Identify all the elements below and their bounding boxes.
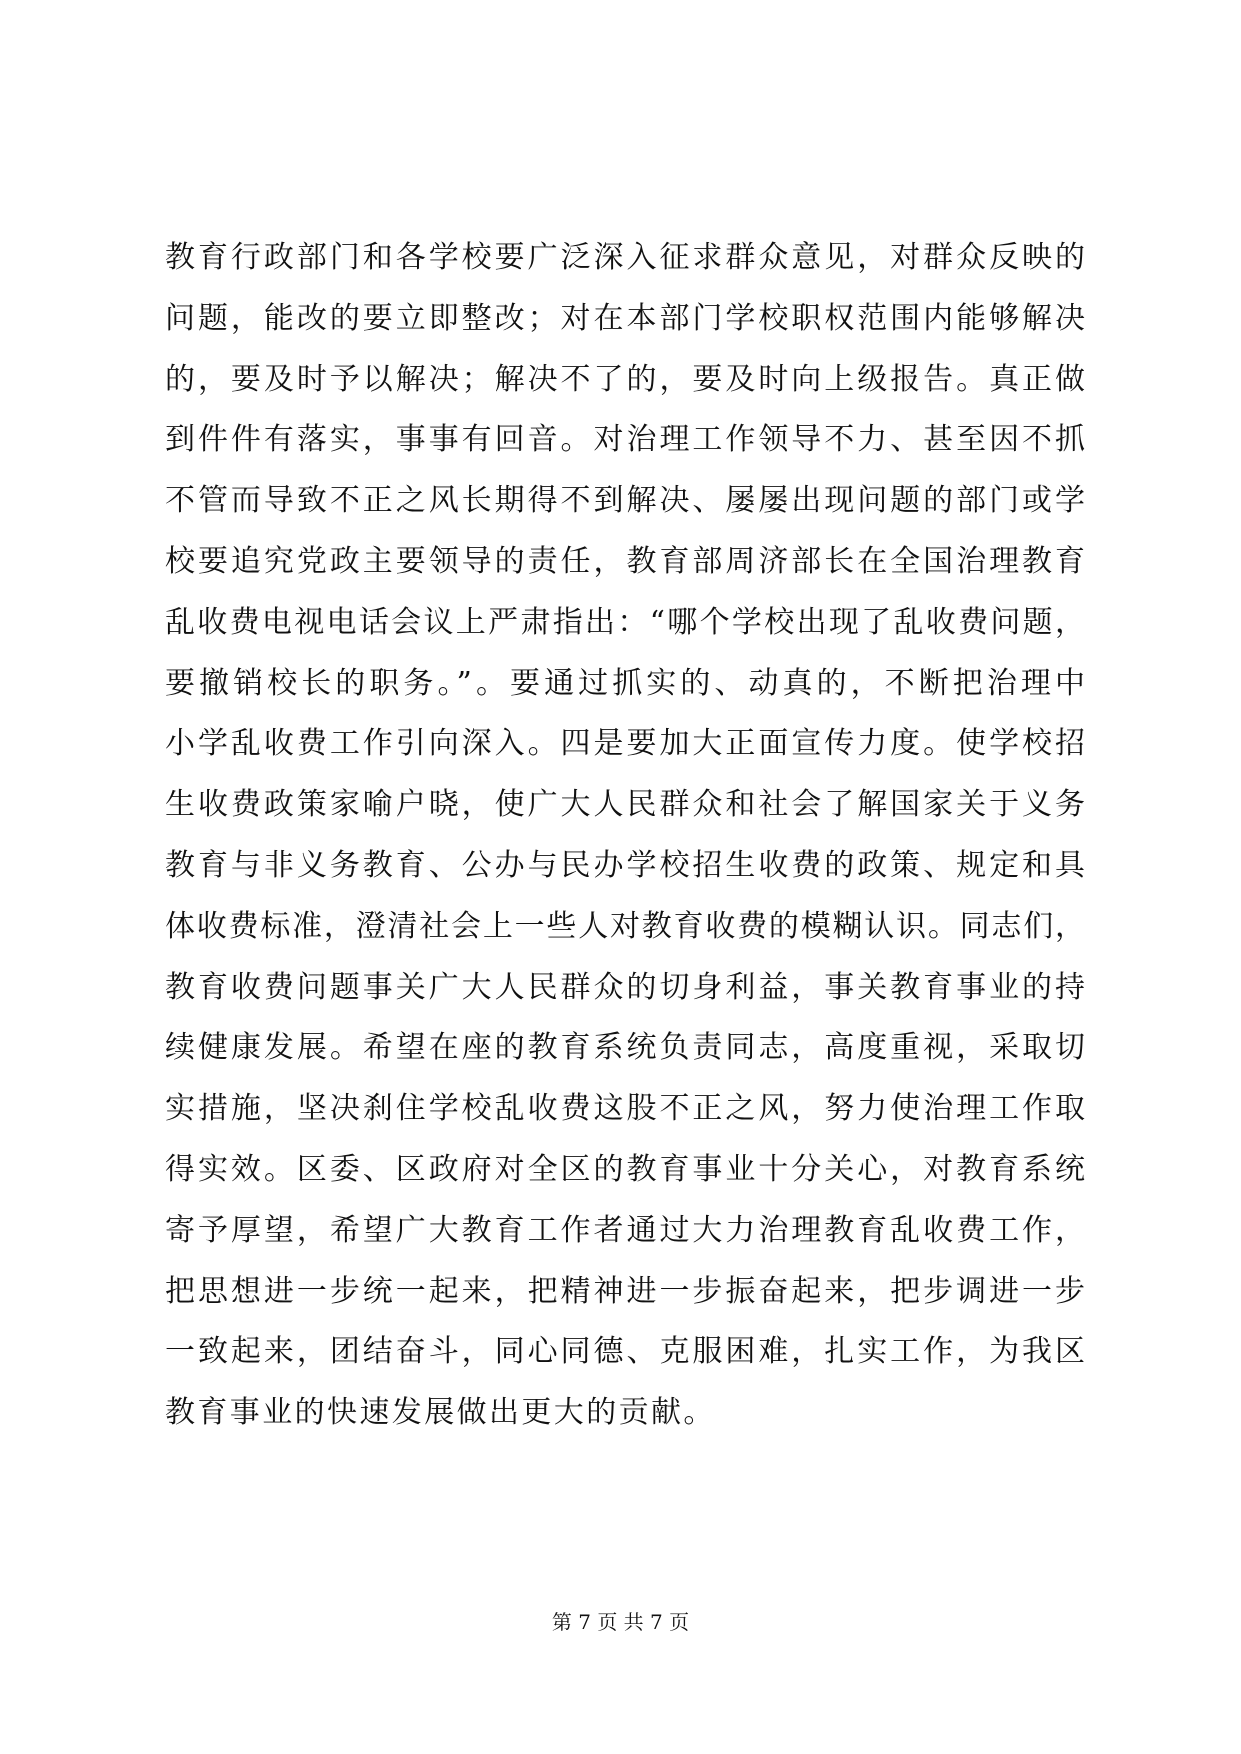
text-line-13: 教育收费问题事关广大人民群众的切身利益，事关教育事业的持 [165, 969, 1085, 1005]
text-line-17: 寄予厚望，希望广大教育工作者通过大力治理教育乱收费工作， [165, 1212, 1085, 1248]
text-line-10: 生收费政策家喻户晓，使广大人民群众和社会了解国家关于义务 [165, 787, 1085, 823]
text-line-1: 教育行政部门和各学校要广泛深入征求群众意见，对群众反映的 [165, 240, 1085, 275]
text-line-12: 体收费标准，澄清社会上一些人对教育收费的模糊认识。同志们， [165, 908, 1085, 944]
text-line-6: 校要追究党政主要领导的责任，教育部周济部长在全国治理教育 [165, 543, 1085, 579]
text-line-20: 教育事业的快速发展做出更大的贡献。 [165, 1395, 716, 1431]
text-line-11: 教育与非义务教育、公办与民办学校招生收费的政策、规定和具 [165, 847, 1085, 883]
text-line-7: 乱收费电视电话会议上严肃指出：“哪个学校出现了乱收费问题， [165, 604, 1085, 640]
text-line-5: 不管而导致不正之风长期得不到解决、屡屡出现问题的部门或学 [165, 483, 1085, 519]
text-line-9: 小学乱收费工作引向深入。四是要加大正面宣传力度。使学校招 [165, 726, 1085, 762]
text-line-3: 的，要及时予以解决；解决不了的，要及时向上级报告。真正做 [165, 361, 1085, 397]
text-line-8: 要撤销校长的职务。”。要通过抓实的、动真的，不断把治理中 [165, 665, 1085, 701]
text-line-14: 续健康发展。希望在座的教育系统负责同志，高度重视，采取切 [165, 1030, 1085, 1066]
text-line-2: 问题，能改的要立即整改；对在本部门学校职权范围内能够解决 [165, 300, 1085, 336]
text-line-19: 一致起来，团结奋斗，同心同德、克服困难，扎实工作，为我区 [165, 1334, 1085, 1370]
text-line-16: 得实效。区委、区政府对全区的教育事业十分关心，对教育系统 [165, 1151, 1085, 1187]
text-line-4: 到件件有落实，事事有回音。对治理工作领导不力、甚至因不抓 [165, 422, 1085, 458]
body-paragraph [165, 228, 1085, 1444]
text-line-18: 把思想进一步统一起来，把精神进一步振奋起来，把步调进一步 [165, 1273, 1085, 1309]
text-line-15: 实措施，坚决刹住学校乱收费这股不正之风，努力使治理工作取 [165, 1091, 1085, 1127]
page-number-footer: 第 7 页 共 7 页 [551, 1610, 690, 1634]
